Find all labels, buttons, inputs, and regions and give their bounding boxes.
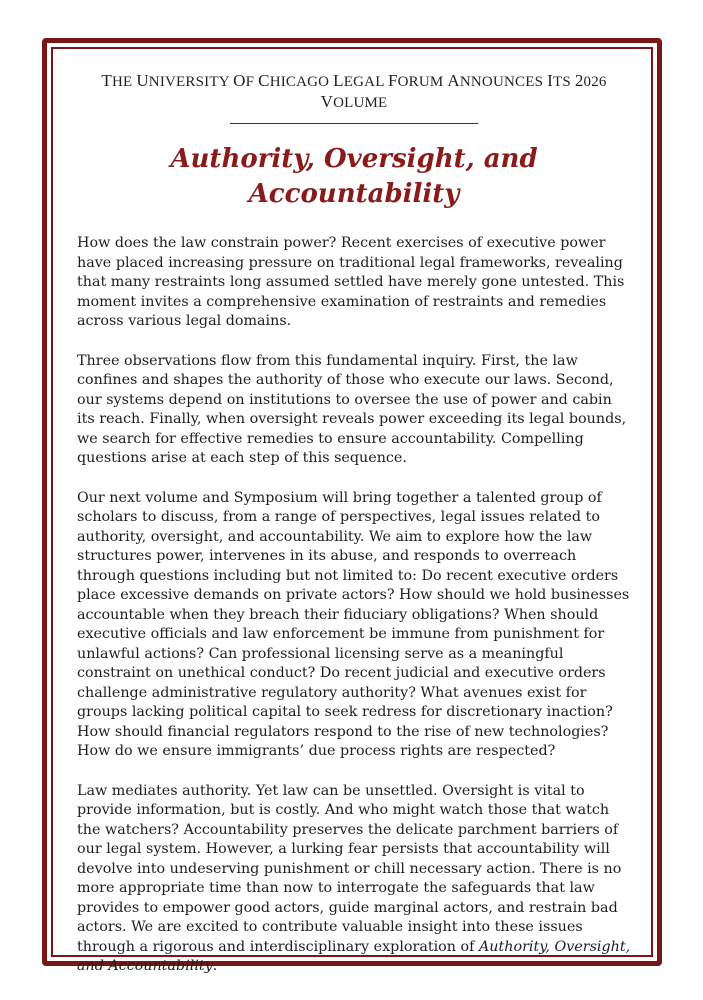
announcement-heading <box>77 71 631 113</box>
closing-text: Law mediates authority. Yet law can be unsettled. Oversight is vital to provide information, but is costly. And who might watch those that watch the watchers? Accountability preserves the delicate parchment barriers of our legal system. However, a lurking fear persists that accountability will devolve into undeserving punishment or chill necessary action. There is no more appropriate time than now to interrogate the safeguards that law provides to empower good actors, guide marginal actors, and restrain bad actors. We are excited to contribute valuable insight into these issues through a rigorous and interdisciplinary exploration of <box>77 782 622 955</box>
announcement-content <box>77 71 631 997</box>
closing-period: . <box>212 958 218 974</box>
heading-divider <box>230 123 478 124</box>
paragraph-3: Our next volume and Symposium will bring together a talented group of scholars to discuss, from a range of perspectives, legal issues related to authority, oversight, and accountability. We aim to explore how the law structures power, intervenes in its abuse, and responds to overreach through questions including but not limited to: Do recent executive orders place excessive demands on private actors? How should we hold businesses accountable when they breach their fiduciary obligations? When should executive officials and law enforcement be immune from punishment for unlawful actions? Can professional licensing serve as a meaningful constraint on unethical conduct? Do recent judicial and executive orders challenge administrative regulatory authority? What avenues exist for groups lacking political capital to seek redress for discretionary inaction? How should financial regulators respond to the rise of new technologies? How do we ensure immigrants’ due process rights are respected? <box>77 489 630 759</box>
page-border-inner <box>51 47 653 974</box>
paragraph-2: Three observations flow from this fundamental inquiry. First, the law confines and shapes the authority of those who execute our laws. Second, our systems depend on institutions to oversee the use of power and cabin its reach. Finally, when oversight reveals power exceeding its legal bounds, we search for effective remedies to ensure accountability. Compelling questions arise at each step of this sequence. <box>77 352 627 466</box>
title-line-2: Accountability <box>248 179 460 209</box>
paragraph-4 <box>77 782 631 977</box>
body-text <box>77 234 631 977</box>
closing-emphasis: Authority, Oversight, and Accountability <box>77 938 631 974</box>
page-border-outer <box>42 38 662 974</box>
page-title <box>77 142 631 212</box>
paragraph-1: How does the law constrain power? Recent exercises of executive power have placed increasing pressure on traditional legal frameworks, revealing that many restraints long assumed settled have merely gone untested. This moment invites a comprehensive examination of restraints and remedies across various legal domains. <box>77 235 625 329</box>
announcement-text: THE UNIVERSITY OF CHICAGO LEGAL FORUM ANNOUNCES ITS 2026 VOLUME <box>101 71 607 111</box>
title-line-1: Authority, Oversight, and <box>170 144 538 174</box>
